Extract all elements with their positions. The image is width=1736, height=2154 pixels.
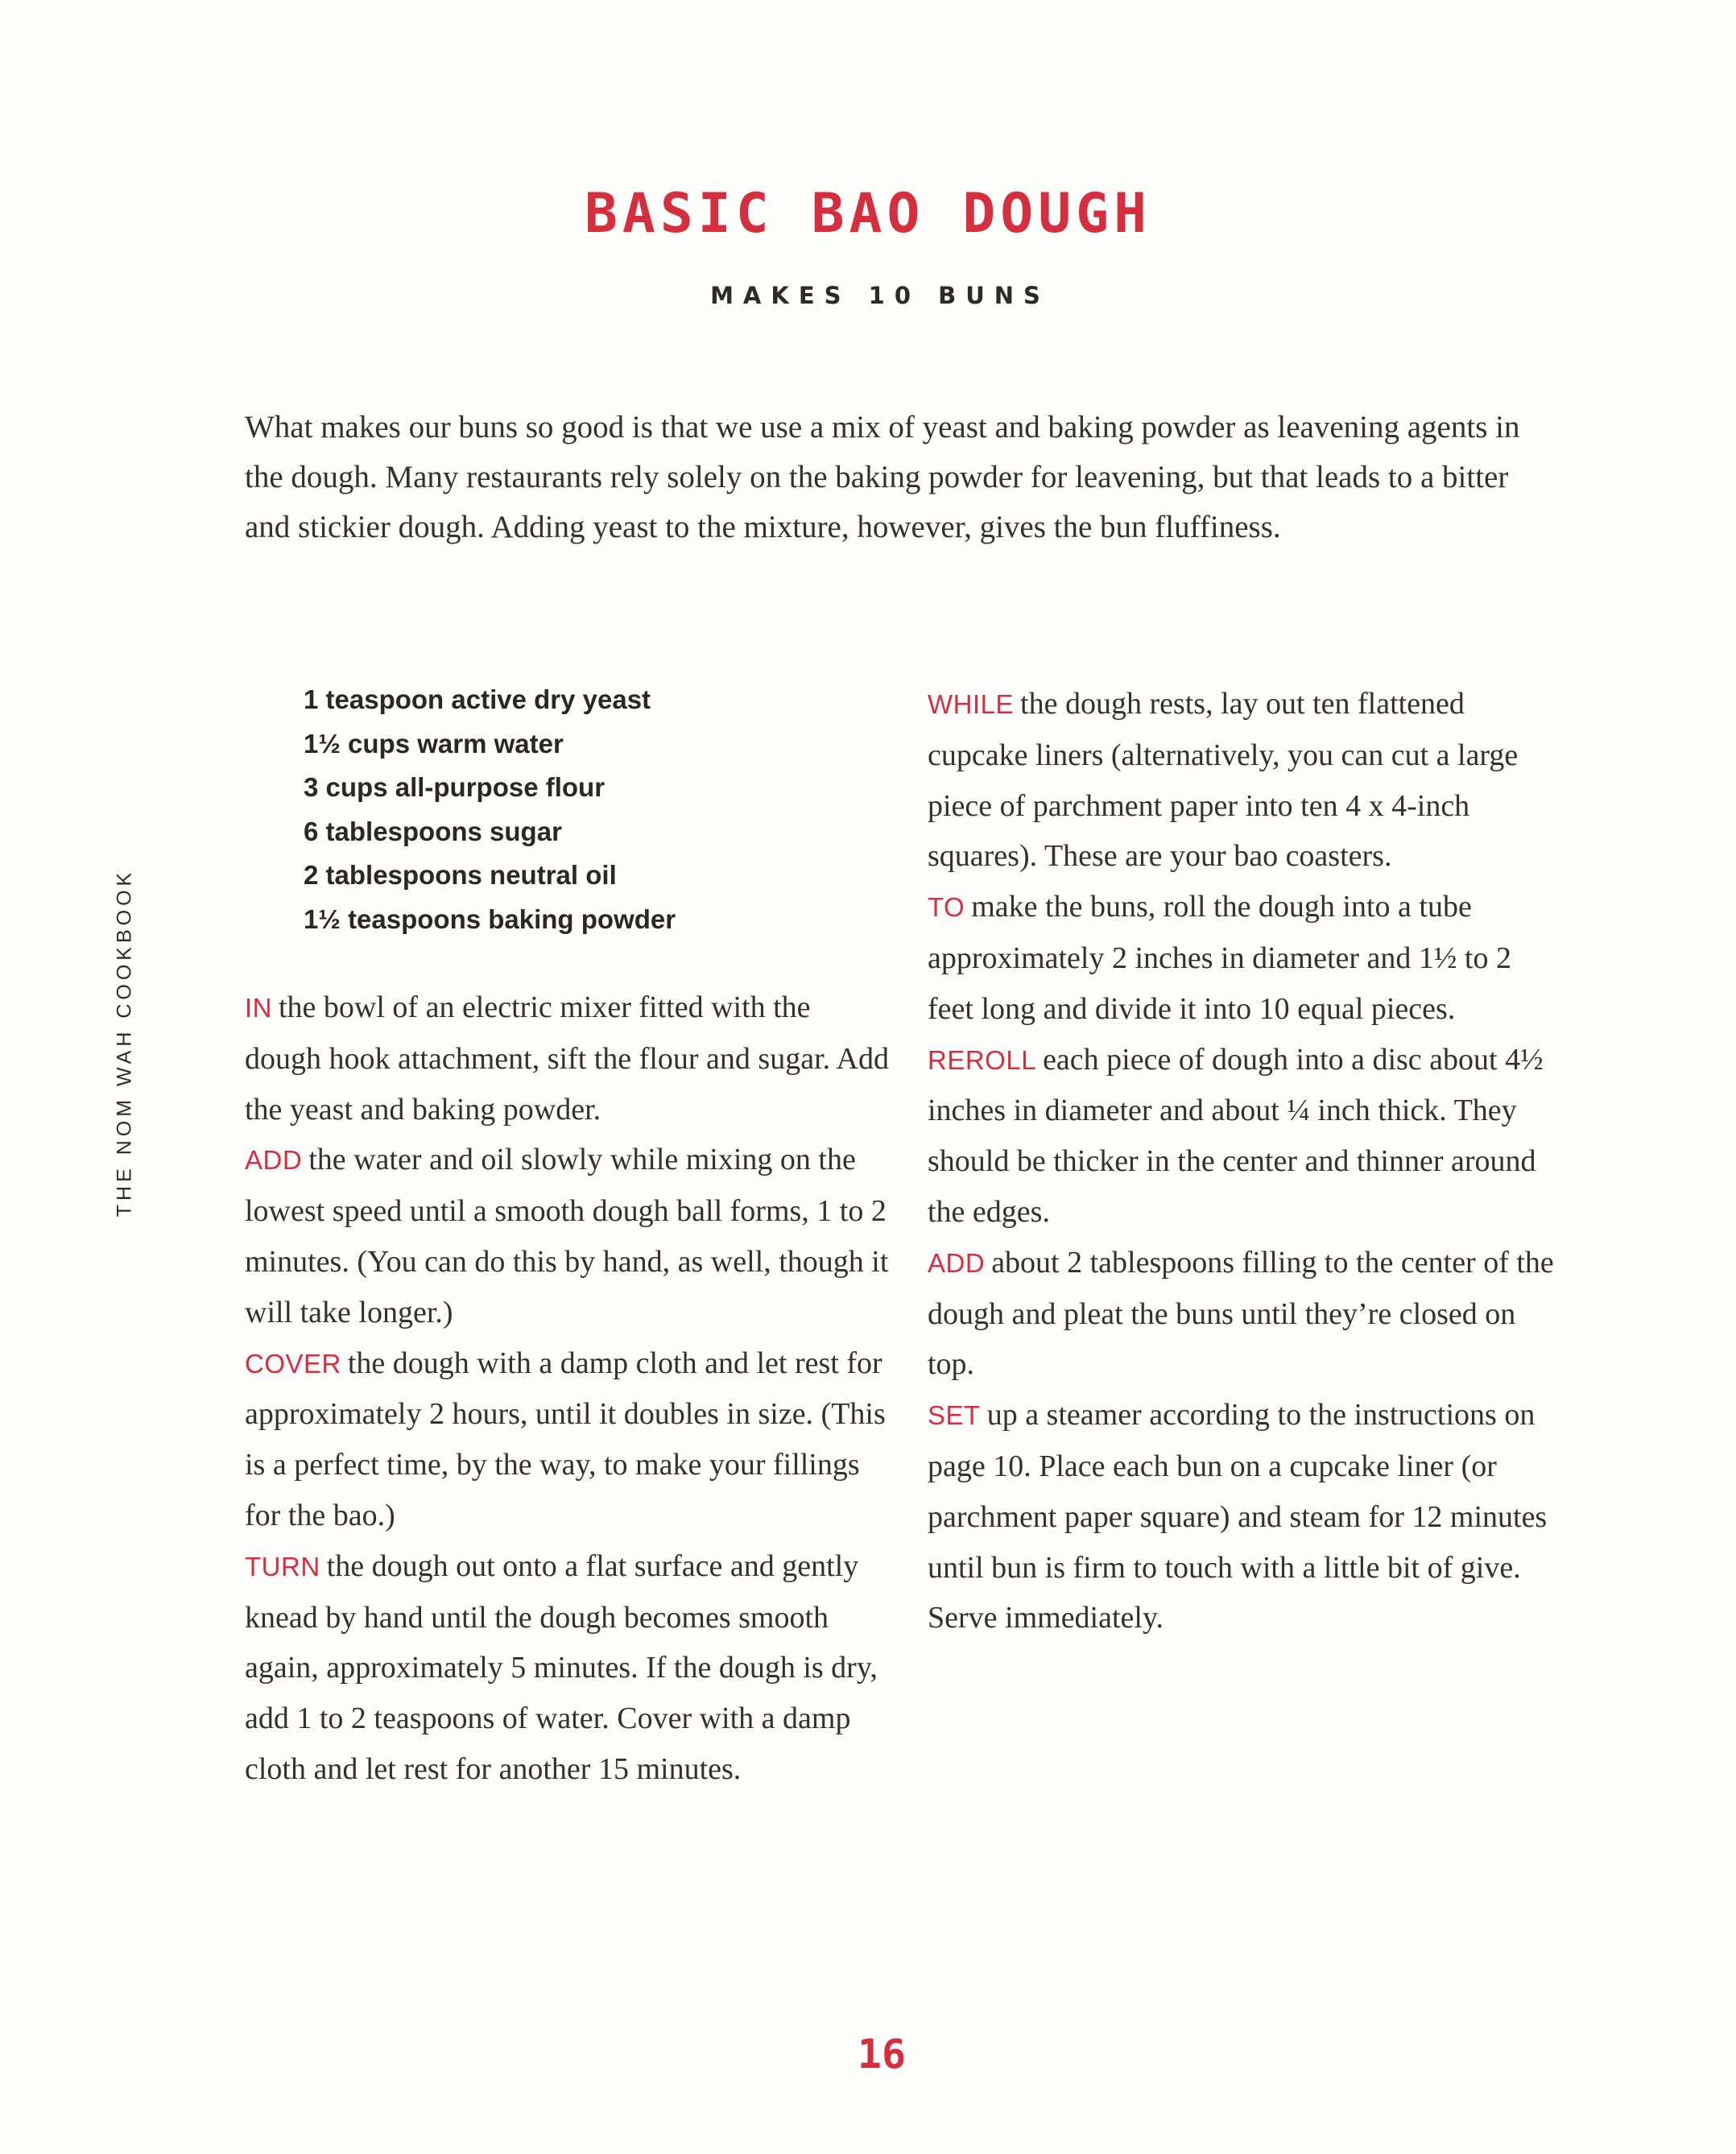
- step-text: about 2 tablespoons filling to the center of the dough and pleat the buns until they’re closed on top.: [928, 1245, 1554, 1382]
- step-text: make the buns, roll the dough into a tube approximately 2 inches in diameter and 1½ to 2 feet long and divide it into 10 equal pieces.: [928, 890, 1511, 1026]
- step-keyword: SET: [928, 1400, 981, 1431]
- step-paragraph: [928, 1035, 1556, 1238]
- step-text: up a steamer according to the instructions on page 10. Place each bun on a cupcake liner (or parchment paper square) and steam for 12 minutes until bun is firm to touch with a little bit of give. Serve immediately.: [928, 1398, 1548, 1635]
- ingredient-list: [304, 678, 676, 941]
- step-keyword: TO: [928, 892, 965, 923]
- step-paragraph: [245, 1541, 889, 1795]
- page-number: 16: [857, 2031, 907, 2078]
- step-paragraph: [245, 1338, 889, 1541]
- step-text: the dough out onto a flat surface and gently knead by hand until the dough becomes smooth again, approximately 5 minutes. If the dough is dry, add 1 to 2 teaspoons of water. Cover with a damp cloth and let rest for another 15 minutes.: [245, 1548, 878, 1786]
- step-keyword: WHILE: [928, 689, 1015, 719]
- step-keyword: COVER: [245, 1348, 341, 1379]
- recipe-yield: MAKES 10 BUNS: [710, 282, 1050, 309]
- ingredient-item: 1½ cups warm water: [304, 728, 564, 759]
- steps-column-left: [245, 982, 889, 1795]
- step-paragraph: [928, 1390, 1556, 1643]
- step-paragraph: [245, 1135, 889, 1337]
- ingredient-item: 1 teaspoon active dry yeast: [304, 684, 651, 714]
- ingredient-item: 3 cups all-purpose flour: [304, 772, 606, 802]
- step-text: the water and oil slowly while mixing on the lowest speed until a smooth dough ball forms, 1 to 2 minutes. (You can do this by hand, as well, though it will take longer.): [245, 1143, 889, 1329]
- step-text: the bowl of an electric mixer fitted with the dough hook attachment, sift the flour and sugar. Add the yeast and baking powder.: [245, 990, 889, 1127]
- recipe-title: BASIC BAO DOUGH: [584, 182, 1152, 246]
- step-paragraph: [928, 679, 1556, 882]
- step-keyword: ADD: [928, 1247, 986, 1278]
- step-text: the dough with a damp cloth and let rest for approximately 2 hours, until it doubles in size. (This is a perfect time, by the way, to make your fillings for the bao.): [245, 1346, 886, 1532]
- step-keyword: ADD: [245, 1145, 303, 1176]
- step-keyword: TURN: [245, 1551, 320, 1581]
- step-text: the dough rests, lay out ten flattened cupcake liners (alternatively, you can cut a large piece of parchment paper into ten 4 x 4-inch squares). These are your bao coasters.: [928, 687, 1519, 874]
- running-head-text: THE NOM WAH COOKBOOK: [113, 868, 136, 1218]
- step-text: each piece of dough into a disc about 4½ inches in diameter and about ¼ inch thick. They should be thicker in the center and thinner around the edges.: [928, 1042, 1544, 1229]
- step-paragraph: [928, 1238, 1556, 1390]
- step-keyword: IN: [245, 993, 272, 1023]
- step-paragraph: [928, 882, 1556, 1034]
- step-keyword: REROLL: [928, 1044, 1037, 1075]
- recipe-intro: What makes our buns so good is that we use a mix of yeast and baking powder as leavening agents in the dough. Many restaurants rely solely on the baking powder for leavening, but that leads to a bitter and stickier dough. Adding yeast to the mixture, however, gives the bun fluffiness.: [245, 410, 1520, 544]
- step-paragraph: [245, 982, 889, 1135]
- ingredient-item: 1½ teaspoons baking powder: [304, 903, 676, 934]
- steps-column-right: [928, 679, 1556, 1643]
- ingredient-item: 6 tablespoons sugar: [304, 816, 562, 846]
- ingredient-item: 2 tablespoons neutral oil: [304, 860, 617, 890]
